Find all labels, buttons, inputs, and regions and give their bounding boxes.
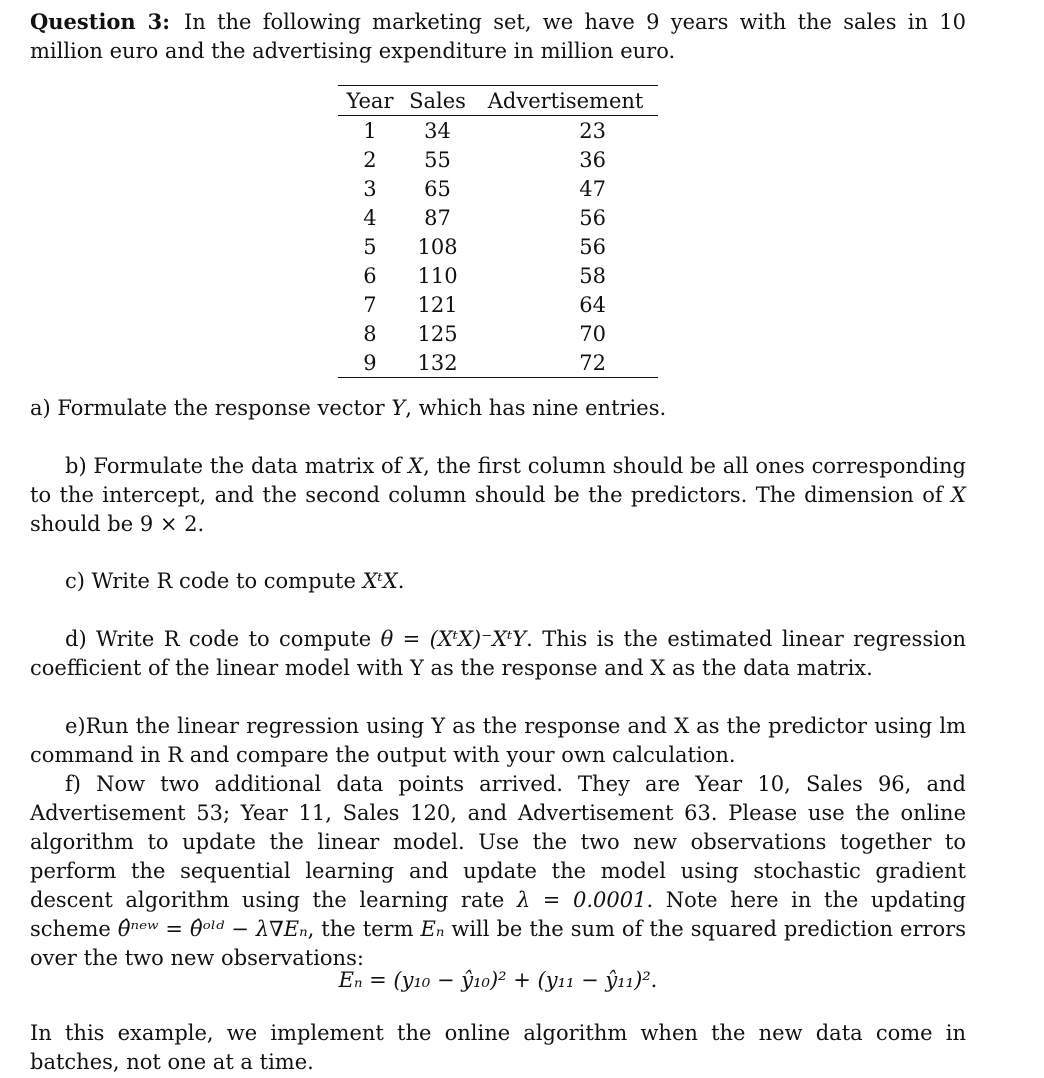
part-f-text-4: will be the sum of the squared prediction errors over the two new observations:	[30, 917, 966, 970]
cell-sales: 132	[417, 350, 458, 375]
cell-sales: 87	[424, 205, 451, 230]
part-a-text-end: , which has nine entries.	[405, 396, 667, 420]
table-row	[338, 116, 658, 146]
cell-year: 2	[363, 147, 377, 172]
table-row	[338, 174, 658, 203]
part-f-text-3: , the term	[307, 917, 421, 941]
part-d-text: d) Write R code to compute	[65, 627, 381, 651]
cell-sales: 125	[417, 321, 458, 346]
error-equation	[30, 966, 966, 995]
part-e: e)Run the linear regression using Y as the response and X as the predictor using lm command in R and compare the output with your own calculation.	[30, 714, 966, 767]
table-header-row	[338, 86, 658, 116]
header-year: Year	[346, 88, 394, 113]
part-a-text: a) Formulate the response vector	[30, 396, 392, 420]
table-row	[338, 261, 658, 290]
part-b-text: b) Formulate the data matrix of	[65, 454, 409, 478]
expr-xtx: XᵗX	[362, 569, 398, 593]
cell-sales: 121	[417, 292, 458, 317]
cell-advertisement: 36	[579, 147, 606, 172]
part-a	[30, 394, 966, 423]
part-b-text-mid: , the first column should be all ones corresponding to the intercept, and the second column should be the predictors. The dimension of	[30, 454, 966, 507]
var-y: Y	[391, 396, 406, 420]
table-row	[338, 290, 658, 319]
table-row	[338, 232, 658, 261]
cell-year: 6	[363, 263, 377, 288]
cell-advertisement: 70	[579, 321, 606, 346]
table-row	[338, 319, 658, 348]
question-intro	[30, 7, 966, 66]
cell-year: 8	[363, 321, 377, 346]
data-table-wrapper	[338, 85, 658, 378]
cell-year: 5	[363, 234, 377, 259]
part-c	[30, 567, 966, 596]
question-label: Question 3:	[30, 9, 170, 34]
cell-advertisement: 58	[579, 263, 606, 288]
table-row	[338, 348, 658, 378]
table-row	[338, 203, 658, 232]
question-intro-text: In the following marketing set, we have 9 years with the sales in 10 million euro and the advertising expenditure in million euro.	[30, 10, 966, 63]
marketing-data-table	[338, 85, 658, 378]
cell-advertisement: 47	[579, 176, 606, 201]
cell-advertisement: 56	[579, 205, 606, 230]
cell-year: 3	[363, 176, 377, 201]
update-rule: θ̂ⁿᵉʷ = θ̂ᵒˡᵈ − λ∇Eₙ	[117, 917, 308, 941]
part-f-text-2: . Note here in the updating scheme	[30, 888, 966, 941]
part-f-text: f) Now two additional data points arrived. They are Year 10, Sales 96, and Advertisement 53; Year 11, Sales 120, and Advertisement 63. Please use the online algorithm to update the linear model. Use the two new observations together to perform the sequential learning and update the model using stochastic gradient descent algorithm using the learning rate	[30, 772, 966, 912]
cell-advertisement: 64	[579, 292, 606, 317]
part-b-text-end: should be 9 × 2.	[30, 512, 205, 536]
part-c-text-end: .	[397, 569, 405, 593]
cell-year: 1	[363, 118, 377, 143]
cell-year: 4	[363, 205, 377, 230]
table-row	[338, 145, 658, 174]
cell-advertisement: 23	[579, 118, 606, 143]
part-d	[30, 625, 966, 683]
closing-paragraph: In this example, we implement the online algorithm when the new data come in batches, not one at a time.	[30, 1021, 966, 1074]
cell-sales: 110	[417, 263, 458, 288]
parts-e-f	[30, 712, 966, 973]
learning-rate: λ = 0.0001	[516, 888, 647, 912]
cell-year: 9	[363, 350, 377, 375]
equation-text: Eₙ = (y₁₀ − ŷ₁₀)² + (y₁₁ − ŷ₁₁)².	[338, 968, 658, 992]
var-x: X	[408, 454, 424, 478]
part-b	[30, 452, 966, 539]
cell-advertisement: 72	[579, 350, 606, 375]
part-f	[30, 770, 966, 973]
part-c-text: c) Write R code to compute	[65, 569, 363, 593]
part-d-text-end: . This is the estimated linear regression coefficient of the linear model with Y as the response and X as the data matrix.	[30, 627, 966, 680]
var-en: Eₙ	[420, 917, 445, 941]
expr-theta: θ = (XᵗX)⁻XᵗY	[380, 627, 527, 651]
header-sales: Sales	[409, 88, 466, 113]
cell-advertisement: 56	[579, 234, 606, 259]
var-x: X	[951, 483, 966, 507]
cell-year: 7	[363, 292, 377, 317]
cell-sales: 55	[424, 147, 451, 172]
cell-sales: 34	[424, 118, 451, 143]
cell-sales: 108	[417, 234, 458, 259]
cell-sales: 65	[424, 176, 451, 201]
header-advertisement: Advertisement	[487, 88, 644, 113]
